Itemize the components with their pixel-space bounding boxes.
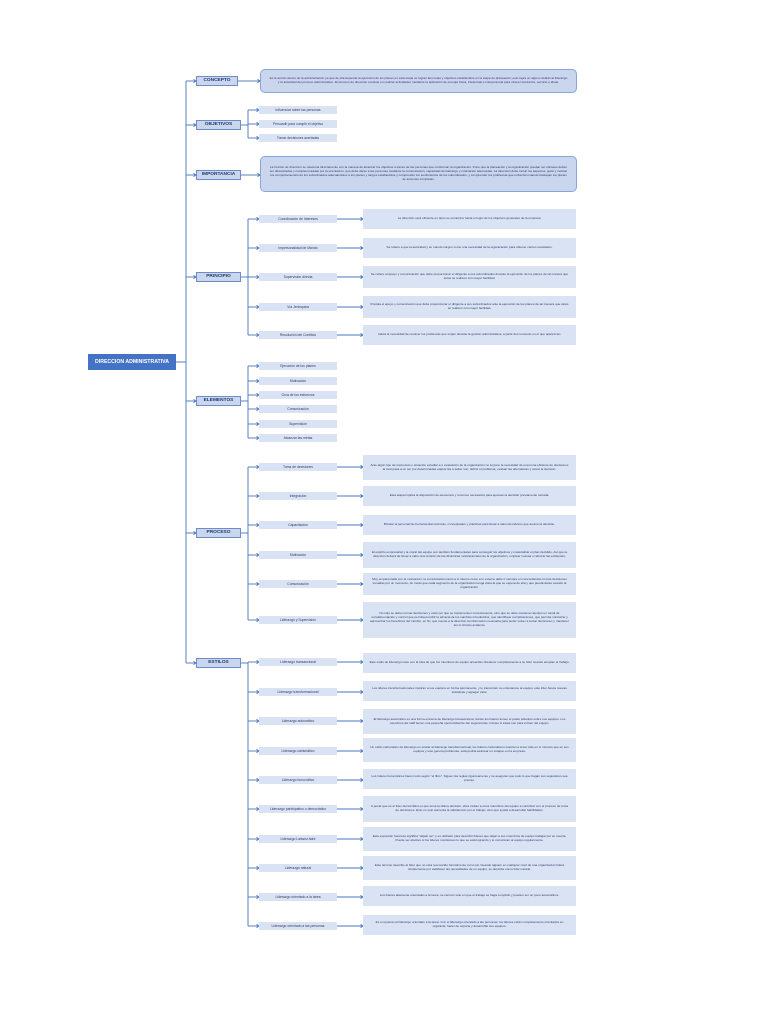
estilo-description: Es el opuesto al liderazgo orientado a la tarea. Con el liderazgo orientado a las personas, los líderes están completamente orientados en organizar, hacer de soporte y desarrollar sus equipos.	[363, 915, 576, 935]
objetivo-item: Tomar decisiones acertadas	[259, 134, 337, 142]
proceso-description: No sólo se deben tomar decisiones y velar por que se implementen correctamente, sino que se debe mantener atentos un canal de retroalimentación y control que permita percibir la eficacia de los cambios introducidos, que identifique complicaciones, que permita minimizar y aprovechar los beneficios del cambio, en fin, que cuente a la dirección la información necesaria para poder volver a tomar decisiones y mantener así el circuito andando.	[363, 602, 576, 638]
estilo-description: Los líderes altamente orientados a la tarea, se centran solo en que el trabajo se haga cumplido y pueden ser un poco autocráticos.	[363, 886, 576, 906]
proceso-item: Liderazgo y Supervisión	[259, 616, 337, 624]
elemento-item: Alcanzar las metas	[259, 434, 337, 442]
estilo-description: Este estilo de liderazgo nace con la idea de que los miembros de equipo acuerdan obedecer completamente a su líder cuando aceptan el trabajo.	[363, 653, 576, 673]
principio-description: La dirección será eficiente en tanto se encamine hacia el logro de los objetivos generales de la empresa.	[363, 209, 576, 229]
proceso-description: El espíritu empresarial y la moral del equipo son también fundamentales para conseguir los objetivos y materializar el plan decidido. Así que la dirección deberá de llevar a cabo una revisión de las dinámicas motivacionales de la organización, emplear nuevas o reforzar las existentes.	[363, 542, 576, 568]
elemento-item: Motivación	[259, 377, 337, 385]
principio-description: Se refiere a que la autoridad y su mando surgen como una necesidad de la organización para obtener ciertos resultados.	[363, 238, 576, 258]
importancia-description: La función de dirección se relaciona directamente con la manera de alcanzar los objetivos a través de las personas que conforman la organización. Pone que la planeación y la organización puedan ser eficaces deben ser dinamizadas y complementadas por la orientación, que debe darse a las personas mediante la comunicación, capacidad de liderazgo y motivación adecuadas. La dirección debe incluir los aspectos, guiar y motivar los comportamientos de los subordinados adecuándolos a los planes y cargos establecidos y comprender los sentimientos de los subordinados, y comprender los problemas que enfrentan cuando traslapan los planes de acciones completas.	[260, 156, 577, 192]
principio-item: Vía Jerárquica	[259, 303, 337, 311]
proceso-item: Integración	[259, 492, 337, 500]
elemento-item: Comunicación	[259, 405, 337, 413]
estilo-description: A pesar que es el líder democrático el que toma la última decisión, ellos invitan a otros miembros del equipo a contribuir con el proceso de toma de decisiones. Esto no solo aumenta la satisfacción por el trabajo, sino que ayuda a desarrollar habilidades.	[363, 796, 576, 822]
category-elementos: ELEMENTOS	[196, 396, 241, 406]
category-importancia: IMPORTANCIA	[196, 170, 241, 180]
estilo-item: Liderazgo participativo o democrático	[259, 805, 337, 813]
estilo-item: Liderazgo carismático	[259, 747, 337, 755]
principio-description: Se refiere al apoyo y comunicación que debe proporcionar el dirigente a sus subordinados durante la ejecución de los planes de tal manera que éstos se realicen con mayor facilidad.	[363, 266, 576, 288]
category-concepto: CONCEPTO	[196, 76, 238, 86]
principio-item: Impersonalidad de Mando	[259, 244, 337, 252]
estilo-description: Esta expresión francesa significa "déjalo ser" y es utilizado para describir líderes que dejan a sus miembros de equipo trabajar por su cuenta. Puede ser efectivo si los líderes monitorean lo que se está logrando y lo comunican al equipo regularmente.	[363, 827, 576, 851]
proceso-item: Comunicación	[259, 580, 337, 588]
estilo-description: Un estilo carismático de liderazgo es similar al liderazgo transformacional, los líderes carismáticos inspiran a crear más en sí mismos que en sus equipos y esto genera problemas, está podría acarrear un colapso en la empresa.	[363, 738, 576, 762]
estilo-description: Este término describe al líder que no está reconocido formalmente como tal. Cuando alguien en cualquier nivel de una organización lidera simplemente por satisfacer las necesidades de un equipo, se describe como líder natural.	[363, 856, 576, 880]
estilo-item: Liderazgo orientado a la tarea	[259, 893, 337, 901]
proceso-item: Motivación	[259, 551, 337, 559]
principio-description: Indica la necesidad de resolver los problemas que surjan durante la gestión administrativa, a partir del momento en el que aparezcan.	[363, 325, 576, 345]
category-proceso: PROCESO	[196, 528, 241, 538]
elemento-item: Ejecución de los planes	[259, 362, 337, 370]
principio-item: Supervisión directa	[259, 273, 337, 281]
category-estilos: ESTILOS	[196, 658, 241, 668]
principio-item: Resolución del Conflicto	[259, 331, 337, 339]
category-principio: PRINCIPIO	[196, 272, 241, 282]
estilo-item: Liderazgo Laissez-faire	[259, 835, 337, 843]
estilo-item: Liderazgo autocrático	[259, 717, 337, 725]
estilo-item: Liderazgo transformacional	[259, 688, 337, 696]
elemento-item: Supervisión	[259, 420, 337, 428]
estilo-item: Liderazgo orientado a las personas	[259, 922, 337, 930]
principio-description: Postula el apoyo y comunicación que debe proporcionar el dirigente a sus subordinados ante la ejecución de los planes de tal manera que éstos se realicen con mayor facilidad.	[363, 296, 576, 318]
estilo-description: Los líderes transformacionales inspiran a sus equipos en forma permanente, y le transmiten su entusiasmo al equipo; este líder busca nuevas iniciativas y agregar valor.	[363, 681, 576, 701]
proceso-item: Toma de decisiones	[259, 463, 337, 471]
proceso-item: Capacitación	[259, 521, 337, 529]
proceso-description: Esta etapa implica la disposición de elementos y recursos necesarios para ejecutar la decisión previamente tomada.	[363, 486, 576, 506]
concepto-description: Es la acción dentro de la administración ya que de ella depende la ejecución de los planes en esta etapa se logran las metas y objetivos establecidos en la etapa de planeación; esto logra un alguno debido al liderazgo y la autoridad del proceso administrativo. El proceso de dirección consiste en realizar actividades mediante la aplicación de energía física, intelectual e interpersonal para ofrecer productos, servicio e ideas.	[260, 69, 577, 93]
elemento-item: Guía de los esfuerzos	[259, 391, 337, 399]
category-objetivos: OBJETIVOS	[196, 120, 241, 130]
proceso-description: Brindar al personal las herramientas técnicas, conceptuales y prácticas para llevar a cabo las labores que asume la decisión.	[363, 515, 576, 535]
proceso-description: Ante algún tipo de imprevisto o situación estudiar a o evaluación de la organización no impone la necesidad de una toma eficiente de decisiones la cual pasa a un ser por determinadas etapas las a saber son: definir el problema, evaluar las alternativas y tomar la decisión.	[363, 455, 576, 480]
estilo-description: El liderazgo autocrático es una forma extrema de liderazgo transaccional, donde los líderes tienen el poder absoluto sobre sus equipos. Los miembros del staff tienen una pequeña oportunidad de dar sugerencias, incluso si éstas son para el bien del equipo.	[363, 709, 576, 734]
estilo-description: Los líderes burocráticos hacen todo según "el libro". Siguen las reglas rigurosamente y se aseguran que todo lo que hagan sus seguidores sea preciso.	[363, 769, 576, 789]
estilo-item: Liderazgo natural	[259, 864, 337, 872]
objetivo-item: Influenciar sobre las personas	[259, 106, 337, 114]
objetivo-item: Persuadir para cumplir el objetivo	[259, 120, 337, 128]
estilo-item: Liderazgo transaccional	[259, 658, 337, 666]
estilo-item: Liderazgo burocrático	[259, 776, 337, 784]
principio-item: Coordinación de Intereses	[259, 215, 337, 223]
root-node: DIRECCION ADMINISTRATIVA	[88, 354, 176, 370]
proceso-description: Muy emparentada con la motivación, la comunicación tanto a lo interno como a lo externo debe ir siempre en concordancia con las decisiones tomadas por un momento, de modo que cada segmento de la organización tenga clara la que se espera de ella y que pueda darse cuando la organización.	[363, 573, 576, 595]
